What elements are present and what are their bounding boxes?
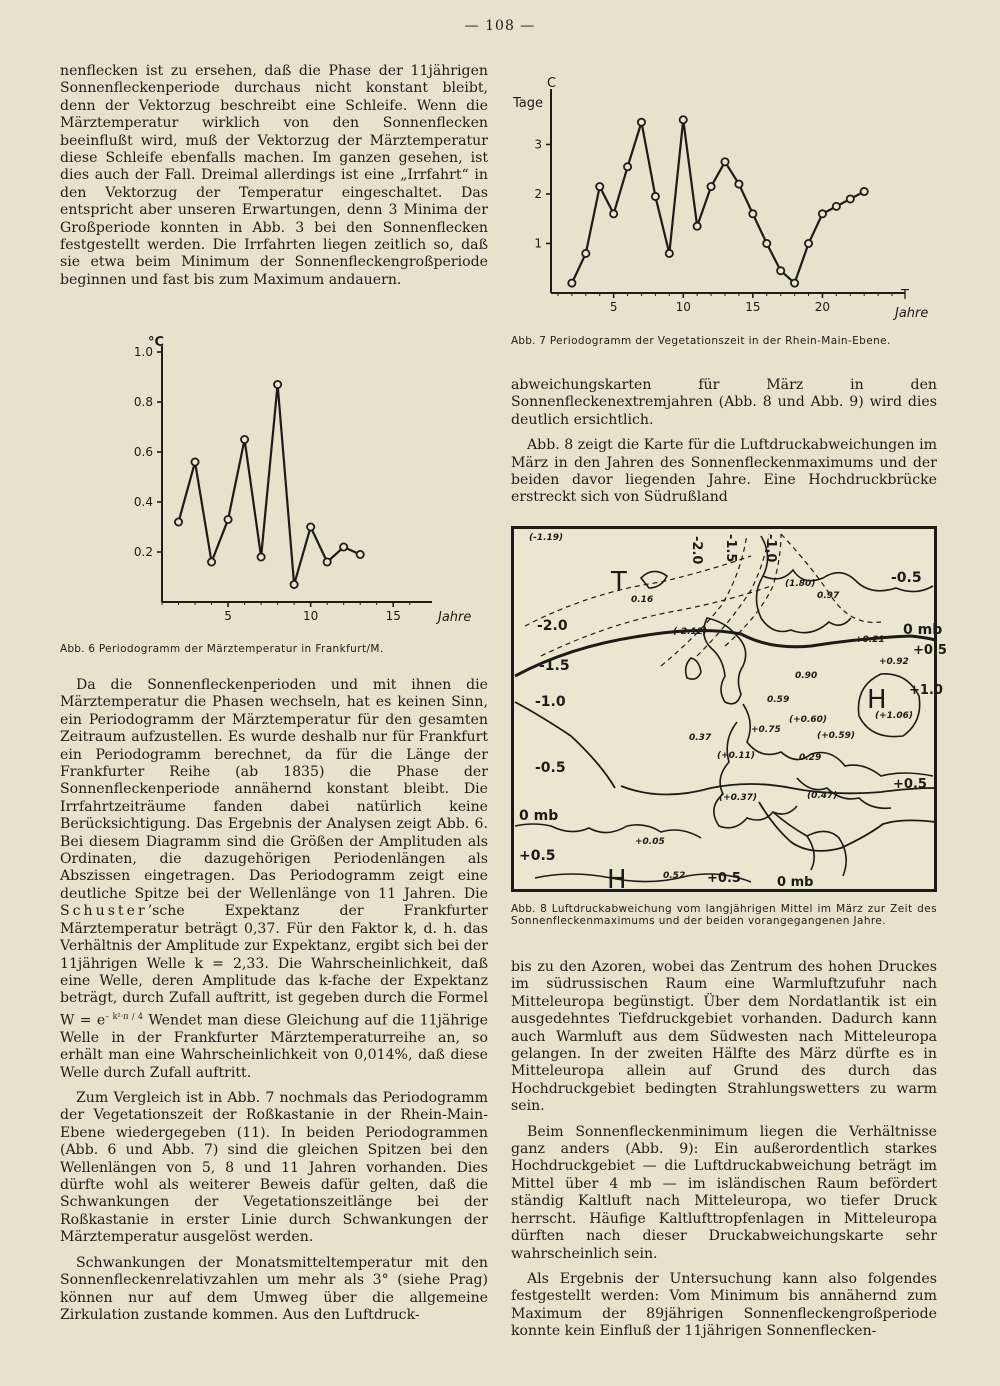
- iso-label: +0.5: [913, 643, 947, 658]
- fig6-caption-text: Periodogramm der Märztemperatur in Frankfurt/M.: [98, 643, 384, 655]
- data-point: [833, 203, 840, 210]
- data-point: [638, 119, 645, 126]
- y-tick-label: 0.2: [133, 545, 153, 559]
- data-point: [749, 210, 756, 217]
- left-bottom-text: [60, 677, 488, 1324]
- data-point: [610, 210, 617, 217]
- data-point: [624, 163, 631, 170]
- x-tick-label: 10: [675, 300, 691, 314]
- iso-label: 0 mb: [903, 622, 943, 638]
- station-value: +0.92: [879, 657, 909, 667]
- data-point: [568, 280, 575, 287]
- data-point: [735, 181, 742, 188]
- formula-exponent: – k²·π / 4: [105, 1011, 144, 1021]
- x-axis-label: Jahre: [895, 306, 929, 321]
- iso-label: 0 mb: [777, 875, 814, 890]
- iso-label: -2.0: [537, 618, 568, 634]
- fig8-caption-label: Abb. 8: [511, 903, 548, 915]
- x-axis-letter: T: [901, 288, 909, 303]
- data-point: [340, 543, 347, 550]
- y-axis-label: Tage: [513, 96, 544, 111]
- data-point: [861, 188, 868, 195]
- station-value: (0.47): [807, 791, 838, 801]
- paragraph: Zum Vergleich ist in Abb. 7 nochmals das Periodogramm der Vegetationszeit der Roßkastanie in der Rhein-Main-Ebene wiedergegeben (11). In beiden Periodogrammen (Abb. 6 und Abb. 7) sind die gleichen Spitzen bei den Wellenlängen von 5, 8 und 11 Jahren vorhanden. Dies dürfte wohl als weiterer Beweis dafür gelten, daß die Schwankungen der Vegetationszeitlänge bei der Roßkastanie in erster Linie durch Schwankungen der Märztemperatur ausgelöst werden.: [60, 1090, 488, 1246]
- fig6-chart: [100, 330, 480, 630]
- left-top-text: [60, 63, 488, 289]
- data-point: [224, 516, 231, 523]
- y-tick-label: 0.6: [133, 445, 153, 459]
- right-column: [511, 63, 947, 1340]
- station-value: +0.21: [855, 635, 885, 645]
- iso-label: +0.5: [707, 871, 741, 886]
- right-bottom-text: [511, 959, 937, 1341]
- station-value: (1.80): [785, 579, 816, 589]
- data-point: [819, 210, 826, 217]
- data-point: [763, 240, 770, 247]
- y-tick-label: 1.0: [133, 345, 153, 359]
- iso-label: -1.0: [763, 534, 778, 563]
- low-pressure-label: T: [611, 567, 627, 597]
- schuster-name: Schuster: [60, 903, 148, 920]
- station-value: (-1.19): [529, 533, 564, 543]
- left-column: [60, 63, 488, 1333]
- data-point: [721, 158, 728, 165]
- station-value: 0.59: [767, 695, 790, 705]
- station-value: 0.37: [689, 733, 712, 743]
- data-point: [847, 195, 854, 202]
- data-point: [707, 183, 714, 190]
- x-tick-label: 15: [385, 609, 401, 623]
- x-axis-label: Jahre: [438, 610, 472, 625]
- data-point: [241, 436, 248, 443]
- page-number: — 108 —: [464, 18, 536, 34]
- iso-label: +0.5: [519, 848, 556, 864]
- high-pressure-label: H: [867, 685, 887, 715]
- station-value: 0.97: [817, 591, 840, 601]
- iso-label: -0.5: [535, 760, 566, 776]
- fig6-caption-label: Abb. 6: [60, 643, 96, 655]
- fig7-caption-text: Periodogramm der Vegetationszeit in der Rhein-Main-Ebene.: [549, 335, 891, 347]
- paragraph: [60, 677, 488, 1082]
- data-point: [791, 280, 798, 287]
- iso-label: 0 mb: [519, 808, 559, 824]
- fig7-caption: [511, 335, 937, 347]
- station-value: +0.75: [751, 725, 781, 735]
- fig6-caption: [60, 643, 488, 655]
- data-point: [805, 240, 812, 247]
- data-point: [274, 381, 281, 388]
- data-point: [357, 551, 364, 558]
- fig8-map: [511, 526, 947, 895]
- fig7-caption-label: Abb. 7: [511, 335, 547, 347]
- paragraph: Schwankungen der Monatsmitteltemperatur mit den Sonnenfleckenrelativzahlen um mehr als 3° (siehe Prag) können nur auf dem Umweg über die allgemeine Zirkulation zustande kommen. Aus den Luftdruck-: [60, 1254, 488, 1323]
- paragraph-part: Da die Sonnenfleckenperioden und mit ihnen die Märztemperatur die Phasen wechseln, hat es keinen Sinn, ein Periodogramm der Märztemperatur für den gesamten Zeitraum aufzustellen. Es wurde deshalb nur für Frankfurt ein Periodogramm berechnet, da für die Länge der Frankfurter Reihe (ab 1835) die Phase der Sonnenfleckenperiode annähernd konstant bleibt. Die Irrfahrtzeiträume fanden dabei natürlich keine Berücksichtigung. Das Ergebnis der Analysen zeigt Abb. 6. Bei diesem Diagramm sind die Größen der Amplituden als Ordinaten, die dazugehörigen Periodenlängen als Abszissen eingetragen. Das Periodogramm zeigt eine deutliche Spitze bei der Wellenlänge von 11 Jahren. Die: [60, 677, 488, 902]
- series-line: [179, 385, 361, 585]
- data-point: [777, 267, 784, 274]
- station-value: 0.90: [795, 671, 818, 681]
- y-tick-label: 0.8: [133, 395, 153, 409]
- y-tick-label: 0.4: [133, 495, 153, 509]
- paragraph-part: Wendet man diese Gleichung auf die 11jährige Welle in der Frankfurter Märztemperaturreihe an, so erhält man eine Wahrscheinlichkeit von 0,014%, daß diese Welle durch Zufall auftritt.: [60, 1012, 488, 1081]
- paragraph: Abb. 8 zeigt die Karte für die Luftdruckabweichungen im März in den Jahren des Sonnenfleckenmaximums und der beiden davor liegenden Jahre. Eine Hochdruckbrücke erstreckt sich von Südrußland: [511, 437, 937, 506]
- paragraph: Beim Sonnenfleckenminimum liegen die Verhältnisse ganz anders (Abb. 9): Ein außerordentlich starkes Hochdruckgebiet — die Luftdruckabweichung beträgt im Mittel über 4 mb — im isländischen Raum befördert ständig Kaltluft nach Mitteleuropa, wo tiefer Druck herrscht. Häufige Kaltlufttropfenlagen in Mitteleuropa dürften nach dieser Druckabweichungskarte sehr wahrscheinlich sein.: [511, 1123, 937, 1262]
- data-point: [666, 250, 673, 257]
- station-value: 0.29: [799, 753, 822, 763]
- fig8-caption: [511, 903, 937, 927]
- station-value: (+0.37): [719, 793, 757, 803]
- fig7-chart: [511, 73, 937, 329]
- station-value: +0.05: [635, 837, 665, 847]
- iso-label: -1.5: [723, 534, 738, 563]
- fig8-caption-text: Luftdruckabweichung vom langjährigen Mittel im März zur Zeit des Sonnenfleckenmaximums und der beiden vorangegangenen Jahre.: [511, 903, 937, 927]
- iso-label: -0.5: [891, 570, 922, 586]
- x-tick-label: 10: [303, 609, 319, 623]
- iso-label: -2.0: [689, 536, 704, 565]
- high-pressure-label: H: [607, 865, 627, 895]
- iso-label: +1.0: [909, 683, 943, 698]
- x-tick-label: 15: [745, 300, 761, 314]
- data-point: [596, 183, 603, 190]
- y-axis-letter: C: [547, 76, 557, 91]
- station-value: (+0.59): [817, 731, 855, 741]
- y-tick-label: 1: [534, 236, 542, 251]
- data-point: [324, 558, 331, 565]
- data-point: [208, 558, 215, 565]
- data-point: [680, 116, 687, 123]
- iso-label: +0.5: [893, 777, 927, 792]
- paragraph: Als Ergebnis der Untersuchung kann also folgendes festgestellt werden: Vom Minimum bis annähernd zum Maximum der 89jährigen Sonnenfleckengroßperiode konnte kein Einfluß der 11jährigen Sonnenflecken-: [511, 1270, 937, 1340]
- x-tick-label: 20: [814, 300, 831, 314]
- data-point: [257, 553, 264, 560]
- station-value: (+1.06): [875, 711, 913, 721]
- series-line: [572, 120, 864, 283]
- data-point: [582, 250, 589, 257]
- iso-label: -1.0: [535, 694, 566, 710]
- y-tick-label: 2: [534, 187, 542, 201]
- station-value: 0.16: [631, 595, 654, 605]
- data-point: [307, 523, 314, 530]
- paragraph: nenflecken ist zu ersehen, daß die Phase der 11jährigen Sonnenfleckenperiode durchaus nicht konstant bleibt, denn der Vektorzug beschreibt eine Schleife. Wenn die Märztemperatur wirklich von den Sonnenflecken beeinflußt wird, muß der Vektorzug der Märztemperatur diese Schleife ebenfalls machen. Im ganzen gesehen, ist dies auch der Fall. Dreimal allerdings ist eine „Irrfahrt“ in den Vektorzug der Temperatur eingeschaltet. Das entspricht aber unseren Erwartungen, denn 3 Minima der Großperiode konnten in Abb. 3 bei den Sonnenflecken festgestellt werden. Die Irrfahrten liegen zeitlich so, daß sie etwa beim Minimum der Sonnenfleckengroßperiode beginnen und fast bis zum Maximum andauern.: [60, 63, 488, 288]
- station-value: (+0.11): [717, 751, 755, 761]
- data-point: [291, 581, 298, 588]
- data-point: [175, 518, 182, 525]
- data-point: [694, 223, 701, 230]
- y-axis-label: °C: [148, 335, 165, 350]
- data-point: [652, 193, 659, 200]
- y-tick-label: 3: [534, 137, 542, 152]
- x-tick-label: 5: [609, 300, 618, 314]
- paragraph: abweichungskarten für März in den Sonnenfleckenextremjahren (Abb. 8 und Abb. 9) wird dies deutlich ersichtlich.: [511, 377, 937, 428]
- station-value: (-2.12): [673, 627, 708, 637]
- right-top-text: [511, 377, 937, 507]
- iso-label: -1.5: [539, 658, 570, 674]
- paragraph: bis zu den Azoren, wobei das Zentrum des hohen Druckes im südrussischen Raum eine Warmluftzufuhr nach Mitteleuropa begünstigt. Über dem Nordatlantik ist ein ausgedehntes Tiefdruckgebiet vorhanden. Dadurch kann auch Warmluft aus dem Südwesten nach Mitteleuropa gelangen. In der zweiten Hälfte des März dürfte es in Mitteleuropa allein auf Grund des durch das Hochdruckgebiet bedingten Strahlungswetters zu warm sein.: [511, 959, 937, 1115]
- x-tick-label: 5: [224, 609, 232, 623]
- station-value: (+0.60): [789, 715, 827, 725]
- station-value: 0.52: [663, 871, 686, 881]
- data-point: [191, 458, 198, 465]
- paragraph-part: ’sche Expektanz der Frankfurter Märztemperatur beträgt 0,37. Für den Faktor k, d. h. das Verhältnis der Amplitude zur Expektanz, ergibt sich bei der 11jährigen Welle k = 2,33. Die Wahrscheinlichkeit, daß eine Welle, deren Amplitude das k-fache der Expektanz beträgt, durch Zufall auftritt, ist gegeben durch die Formel W = e: [60, 903, 488, 1029]
